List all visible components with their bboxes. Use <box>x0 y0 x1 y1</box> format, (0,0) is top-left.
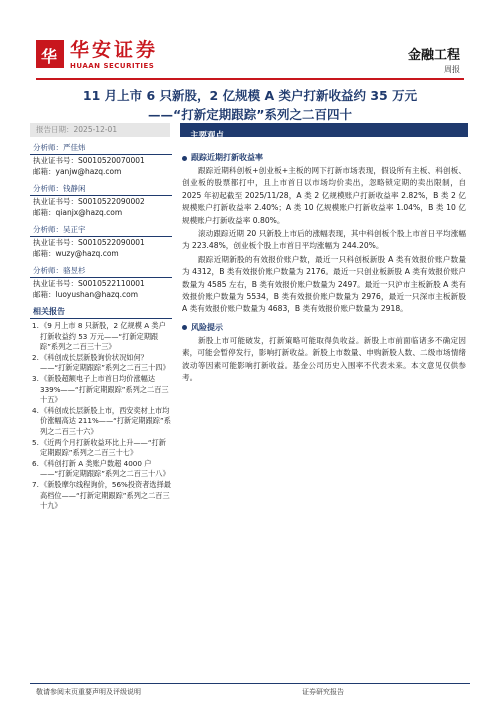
company-name-en: HUAAN SECURITIES <box>70 62 155 70</box>
report-title <box>0 86 500 124</box>
related-report-num: 3. <box>32 373 39 383</box>
analyst-card <box>30 265 172 300</box>
analyst-email[interactable]: 邮箱：yanjw@hazq.com <box>33 167 122 176</box>
related-report-num: 7. <box>32 479 39 489</box>
report-date: 报告日期：2025-12-01 <box>30 123 170 137</box>
analyst-cert: 执业证书号：S0010522090002 <box>33 197 145 206</box>
logo-mark: 华 <box>41 47 58 66</box>
section-heading-ipo-returns <box>182 152 466 164</box>
company-logo-icon <box>36 40 64 68</box>
related-report-item[interactable] <box>30 321 172 353</box>
report-type: 金融工程 <box>407 48 460 63</box>
related-report-item[interactable] <box>30 438 172 459</box>
header-divider <box>36 78 464 80</box>
related-report-num: 1. <box>32 321 39 330</box>
paragraph: 滚动跟踪近期 20 只新股上市后的涨幅表现，其中科创板个股上市首日平均涨幅为 223.48%，创业板个股上市首日平均涨幅为 244.20%。 <box>182 229 466 251</box>
main-points-bar <box>180 123 468 141</box>
related-report-text: 《科创打新 A 类账户数超 4000 户——“打新定期跟踪”系列之二百三十八》 <box>40 458 170 479</box>
analyst-cert: 执业证书号：S0010522090001 <box>33 238 145 247</box>
report-frequency: 周报 <box>444 65 460 74</box>
related-report-num: 5. <box>32 437 39 447</box>
company-name-cn: 华安证券 <box>70 39 159 61</box>
paragraph: 跟踪近期新股的有效报价账户数，最近一只科创板新股 A 类有效报价账户数量为 4312，B 类有效报价账户数量为 2176。最近一只创业板新股 A 类有效报价账户数量为 4585 左右，B 类有效报价账户数量为 2497。最近一只沪市主板新股 A 类有效报价账户数量为 5534，B 类有效报价账户数量为 2976，最近一只深市主板新股 A 类有效报价账户数量为 4683，B 类有效报价账户数量为 2918。 <box>182 254 466 314</box>
related-report-num: 2. <box>32 352 39 362</box>
analyst-email[interactable]: 邮箱：qianjx@hazq.com <box>33 208 123 217</box>
related-report-item[interactable] <box>30 406 172 438</box>
analyst-name: 分析师：钱静闲 <box>30 183 172 196</box>
analyst-card <box>30 183 172 218</box>
related-report-text: 《9 月上市 8 只新股，2 亿规模 A 类户打新收益约 53 万元——“打新定期跟踪”系列之二百三十三》 <box>40 321 166 352</box>
analyst-name: 分析师：吴正宇 <box>30 224 172 237</box>
analyst-email[interactable]: 邮箱：wuzy@hazq.com <box>33 249 119 258</box>
title-main: 11 月上市 6 只新股，2 亿规模 A 类户打新收益约 35 万元 <box>82 88 418 103</box>
main-points-heading: 主要观点 <box>190 131 225 141</box>
section-heading-text: 风险提示 <box>191 322 223 332</box>
related-report-item[interactable] <box>30 480 172 512</box>
related-report-text: 《科创成长层新股上市，西安奕材上市均价涨幅高达 211%——“打新定期跟踪”系列之二百三十六》 <box>40 405 171 436</box>
paragraph: 新股上市可能破发，打新策略可能取得负收益。新股上市前面临诸多不确定因素，可能会暂停发行，影响打新收益。新股上市数量、申购新股人数、二级市场情绪波动等因素可能影响打新收益。基金公司历史入围率不代表未来。本文意见仅供参考。 <box>182 335 466 383</box>
related-report-item[interactable] <box>30 459 172 480</box>
analyst-cert: 执业证书号：S0010520070001 <box>33 156 145 165</box>
bullet-icon <box>182 156 187 161</box>
paragraph: 跟踪近期科创板+创业板+主板的网下打新市场表现，假设所有主板、科创板、创业板的股票都打中，且上市首日以市场均价卖出，忽略锁定期的卖出限制，自 2025 年初起截至 2025/11/28，A 类 2 亿规模账户打新收益率 2.82%，B 类 2 亿规模账户打新收益率 2.40%；A 类 10 亿规模账户打新收益率 1.04%，B 类 10 亿规模账户打新收益率 0.80%。 <box>182 166 466 225</box>
related-report-num: 4. <box>32 405 39 415</box>
analyst-cert: 执业证书号：S0010522110001 <box>33 279 145 288</box>
analyst-card <box>30 224 172 259</box>
bullet-icon <box>182 325 187 330</box>
related-report-num: 6. <box>32 458 39 468</box>
section-heading-text: 跟踪近期打新收益率 <box>191 153 263 162</box>
related-report-item[interactable] <box>30 353 172 374</box>
related-report-text: 《新股摩尔线程询价，56%投资者选择最高档位——“打新定期跟踪”系列之二百三十九》 <box>40 479 171 511</box>
footer-disclaimer: 敬请参阅末页重要声明及评级说明 <box>36 688 141 696</box>
sidebar <box>30 140 172 512</box>
analyst-name: 分析师：严佳炜 <box>30 142 172 155</box>
report-header <box>0 0 500 80</box>
related-report-text: 《近两个月打新收益环比上升——“打新定期跟踪”系列之二百三十七》 <box>40 437 166 458</box>
analyst-card <box>30 142 172 177</box>
analyst-name: 分析师：骆昱杉 <box>30 265 172 278</box>
main-content <box>182 152 466 385</box>
related-reports-heading: 相关报告 <box>30 306 172 319</box>
footer-report-label: 证券研究报告 <box>302 688 344 696</box>
related-report-item[interactable] <box>30 374 172 406</box>
title-series: ——“打新定期跟踪”系列之二百四十 <box>148 107 352 122</box>
footer-divider <box>30 683 470 684</box>
related-report-text: 《科创成长层新股询价状况如何？——“打新定期跟踪”系列之二百三十四》 <box>40 352 170 373</box>
analyst-email[interactable]: 邮箱：luoyushan@hazq.com <box>33 290 139 299</box>
section-heading-risk <box>182 322 466 334</box>
related-report-text: 《新股超额电子上市首日均价涨幅达 339%——“打新定期跟踪”系列之二百三十五》 <box>40 373 169 405</box>
